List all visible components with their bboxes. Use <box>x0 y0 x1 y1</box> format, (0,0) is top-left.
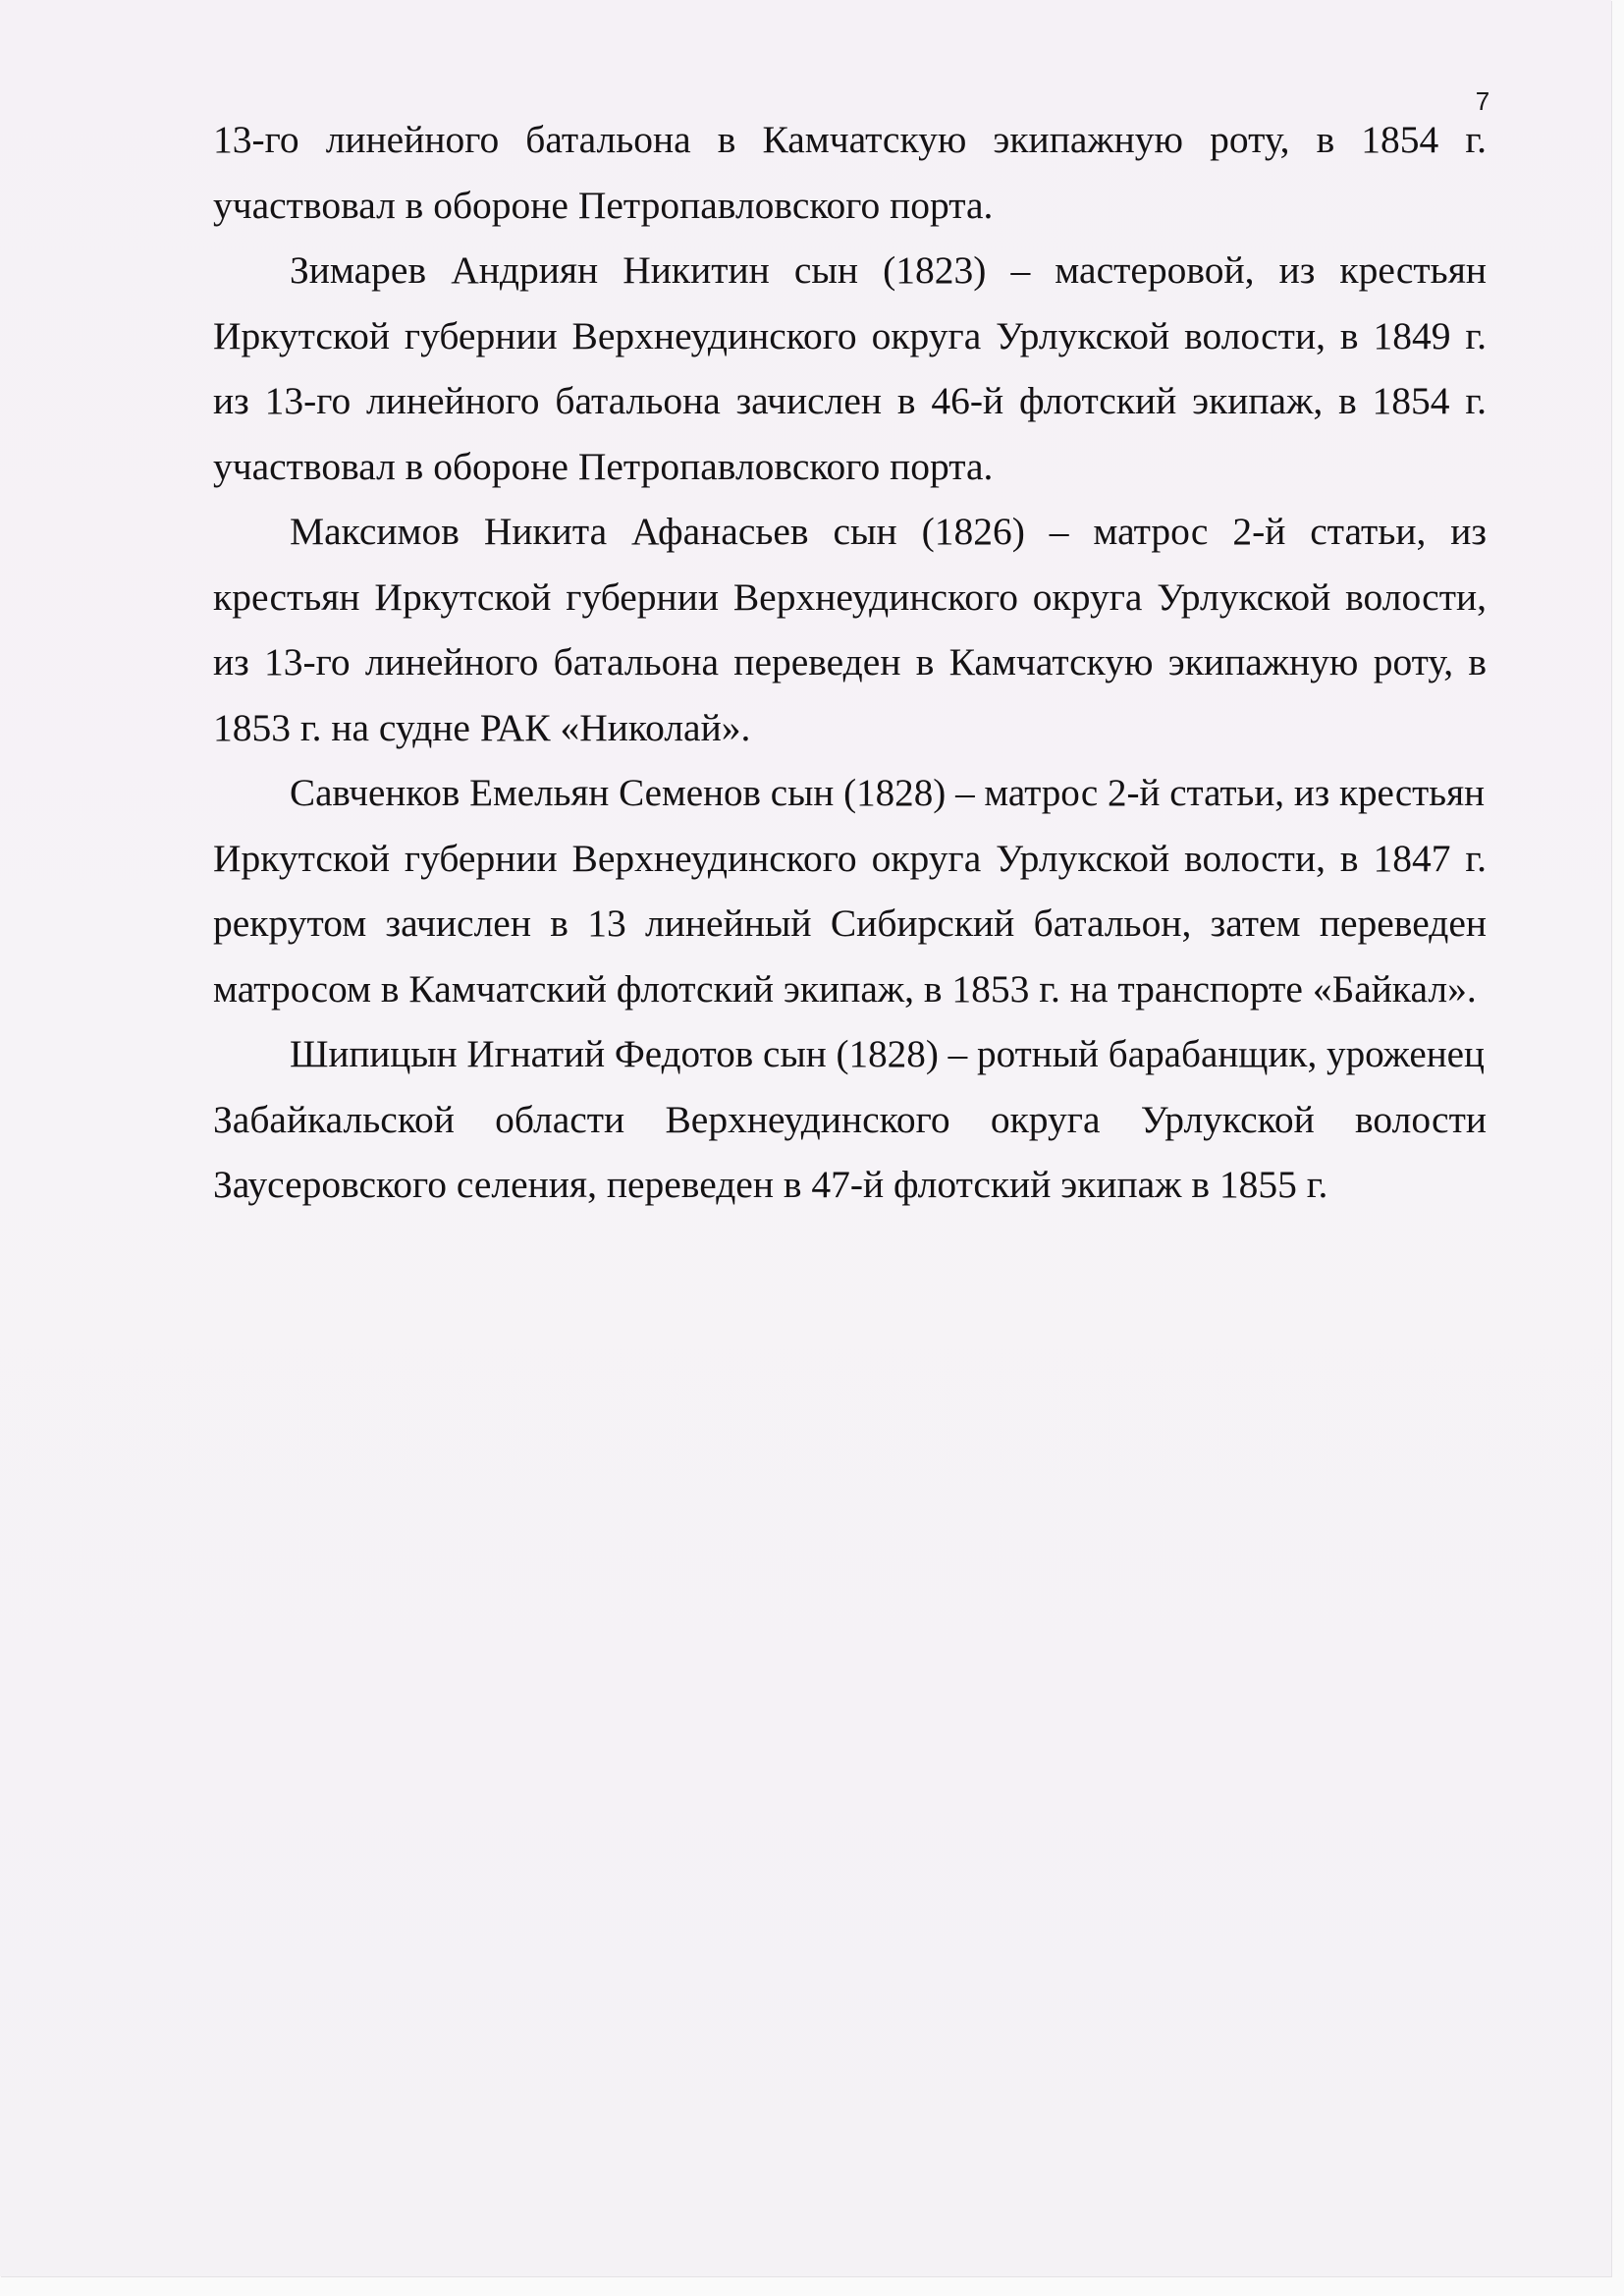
paragraph-savchenkov <box>213 760 1487 1021</box>
text-line: крестьян Иркутской губернии Верхнеудинского округа Урлукской волости, <box>213 574 1487 619</box>
text-line: участвовал в обороне Петропавловского порта. <box>213 444 994 488</box>
paragraph-zimarev <box>213 238 1487 499</box>
text-line: 13-го линейного батальона в Камчатскую экипажную роту, в 1854 г. <box>213 118 1487 161</box>
body-text <box>213 107 1487 1218</box>
text-line: Шипицын Игнатий Федотов сын (1828) – ротный барабанщик, уроженец <box>289 1032 1485 1075</box>
text-line: рекрутом зачислен в 13 линейный Сибирский батальон, затем переведен <box>213 902 1487 945</box>
text-line: из 13-го линейного батальона переведен в Камчатскую экипажную роту, в <box>213 640 1487 683</box>
text-line: Иркутской губернии Верхнеудинского округа Урлукской волости, в 1849 г. <box>213 313 1487 357</box>
text-line: матросом в Камчатский флотский экипаж, в 1853 г. на транспорте «Байкал». <box>213 966 1477 1011</box>
paragraph-shipitsyn <box>213 1021 1487 1218</box>
text-line: Максимов Никита Афанасьев сын (1826) – матрос 2-й статьи, из <box>290 510 1487 553</box>
page-number: 7 <box>1475 86 1490 116</box>
paragraph-maksimov <box>213 499 1487 760</box>
text-line: Иркутской губернии Верхнеудинского округа Урлукской волости, в 1847 г. <box>213 836 1487 880</box>
text-line: Савченков Емельян Семенов сын (1828) – матрос 2-й статьи, из крестьян <box>289 771 1485 814</box>
paragraph-continuation <box>213 107 1487 238</box>
text-line: Зимарев Андриян Никитин сын (1823) – мастеровой, из крестьян <box>290 248 1487 292</box>
text-line: Заусеровского селения, переведен в 47-й флотский экипаж в 1855 г. <box>213 1163 1328 1206</box>
text-line: Забайкальской области Верхнеудинского округа Урлукской волости <box>213 1097 1487 1141</box>
text-line: 1853 г. на судне РАК «Николай». <box>213 705 751 749</box>
text-line: участвовал в обороне Петропавловского порта. <box>213 183 994 227</box>
text-line: из 13-го линейного батальона зачислен в 46-й флотский экипаж, в 1854 г. <box>213 379 1487 422</box>
